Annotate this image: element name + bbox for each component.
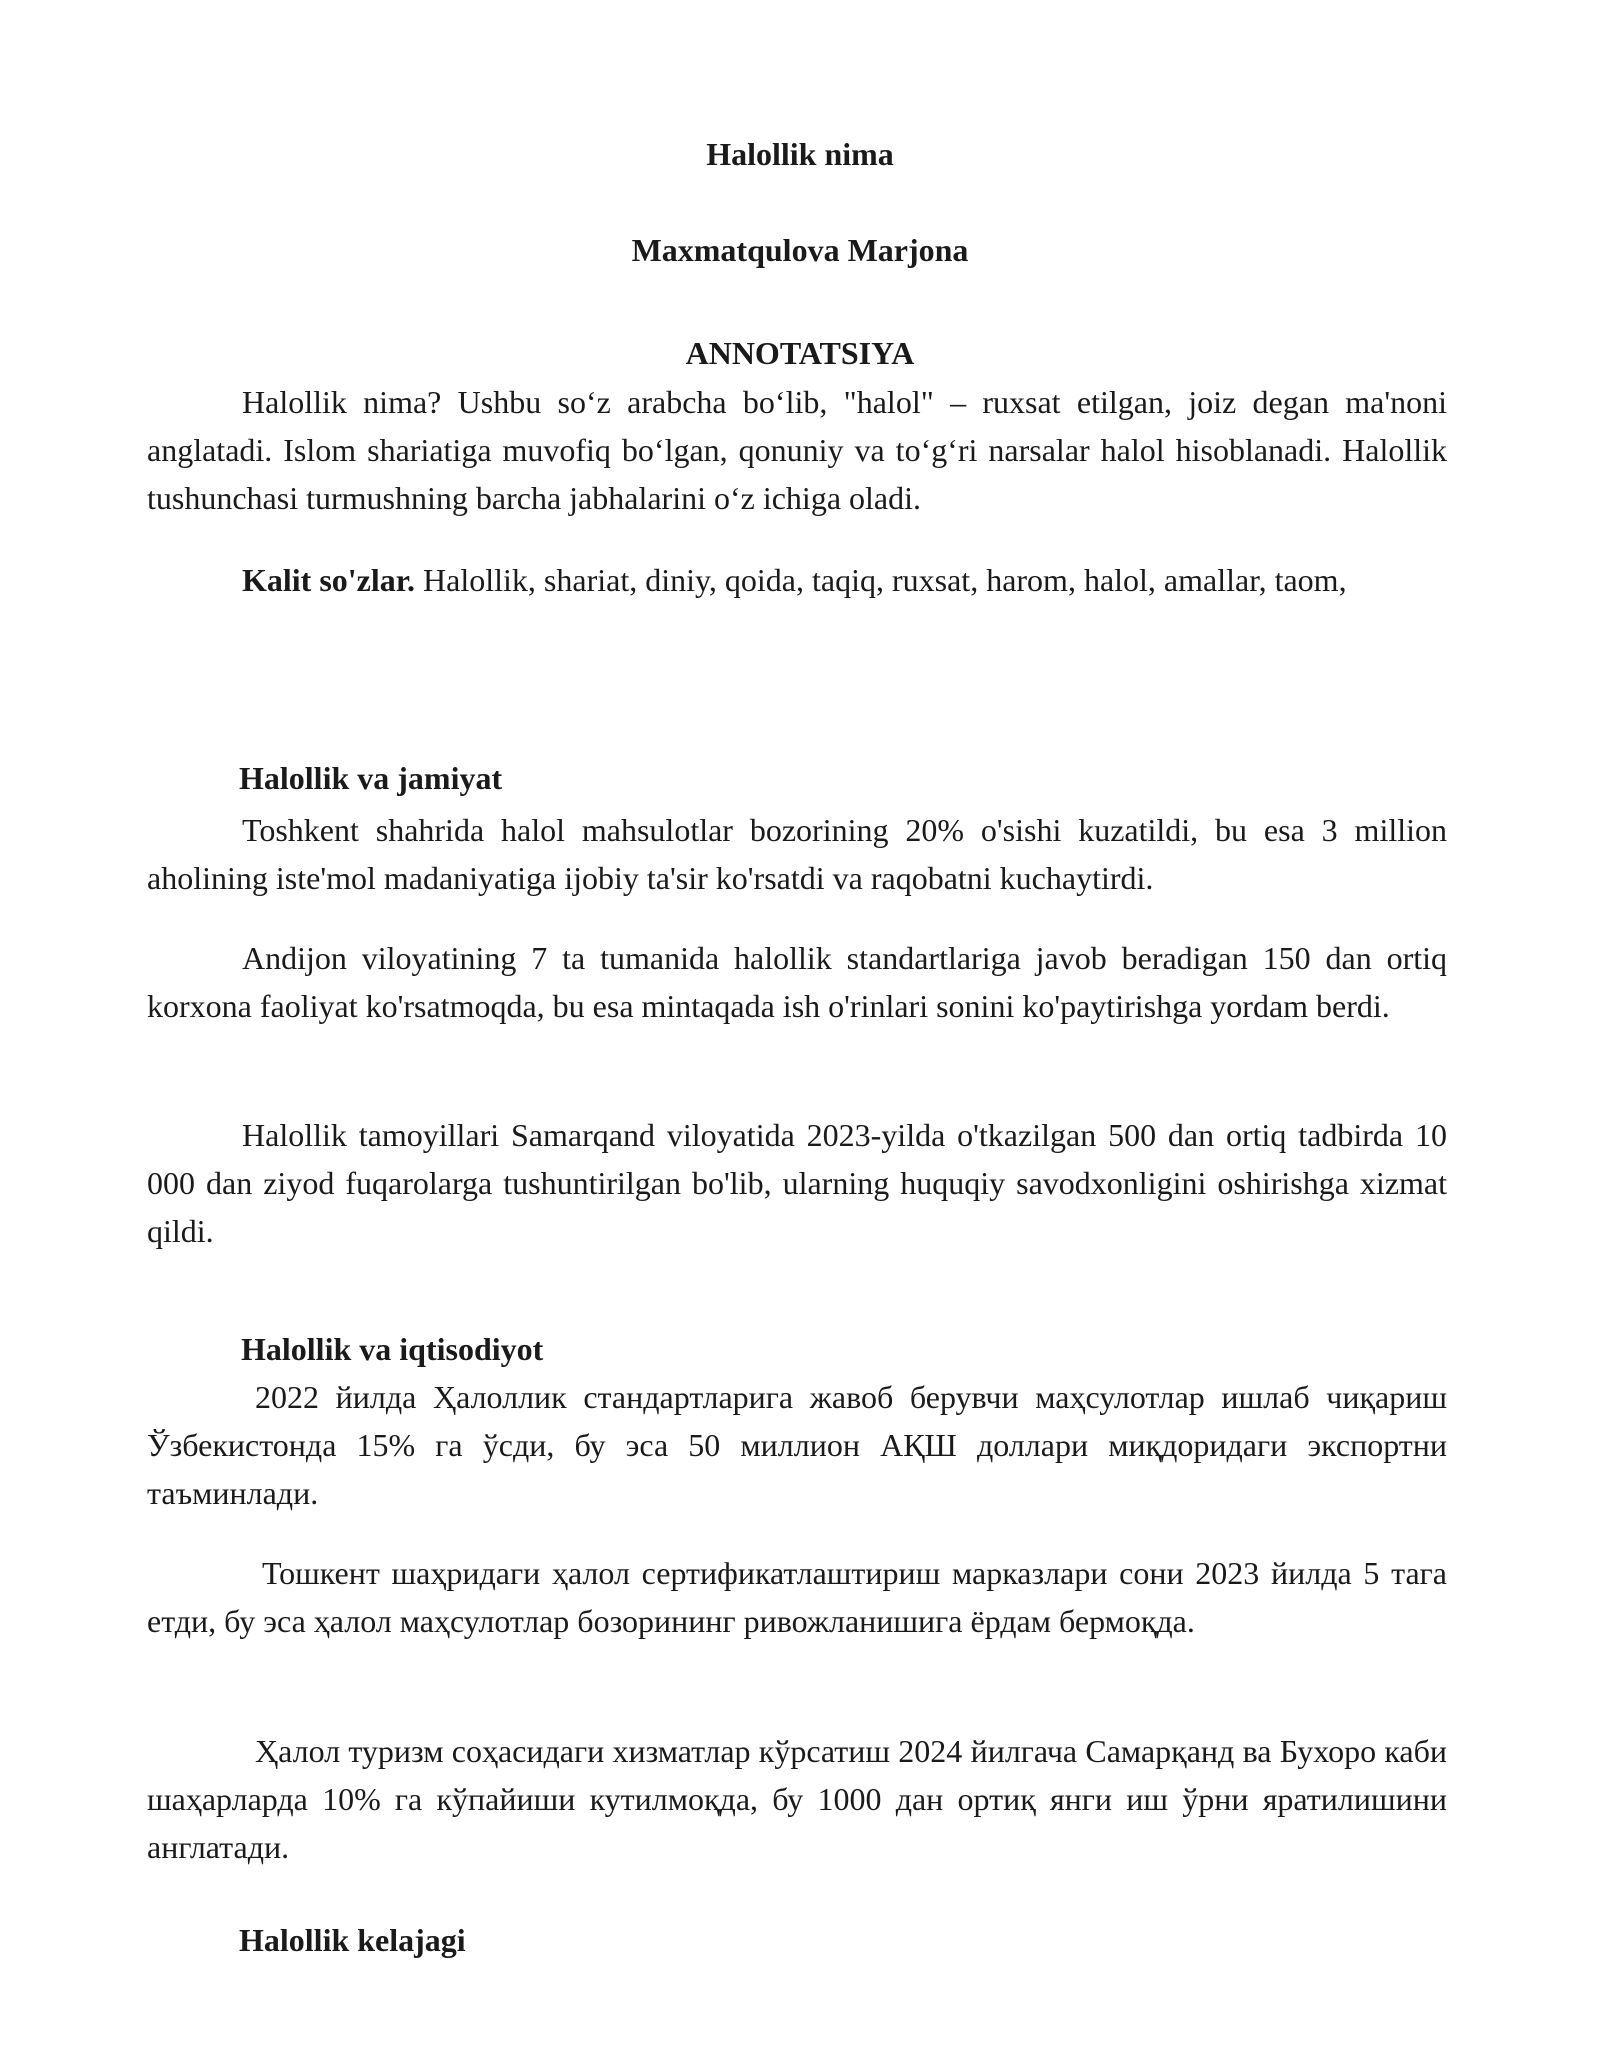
document-title: Halollik nima xyxy=(706,136,894,172)
society-paragraph-3: Halollik tamoyillari Samarqand viloyatida 2023-yilda o'tkazilgan 500 dan ortiq tadbirda 10 000 dan ziyod fuqarolarga tushuntirilgan bo'lib, ularning huquqiy savodxonligini oshirishga xizmat qildi. xyxy=(147,1117,1447,1249)
keywords-label: Kalit so'zlar. xyxy=(242,562,416,598)
keywords-list: Halollik, shariat, diniy, qoida, taqiq, ruxsat, harom, halol, amallar, taom, xyxy=(415,562,1347,598)
economy-paragraph-2: Тошкент шаҳридаги ҳалол сертификатлаштириш марказлари сони 2023 йилда 5 тага етди, бу эса ҳалол маҳсулотлар бозорининг ривожланишига ёрдам бермоқда. xyxy=(147,1555,1447,1639)
annotation-heading: ANNOTATSIYA xyxy=(685,335,915,371)
annotation-paragraph: Halollik nima? Ushbu so‘z arabcha bo‘lib, "halol" – ruxsat etilgan, joiz degan ma'noni anglatadi. Islom shariatiga muvofiq bo‘lgan, qonuniy va to‘g‘ri narsalar halol hisoblanadi. Halollik tushunchasi turmushning barcha jabhalarini o‘z ichiga oladi. xyxy=(147,384,1447,516)
society-paragraph-1: Toshkent shahrida halol mahsulotlar bozorining 20% o'sishi kuzatildi, bu esa 3 million aholining iste'mol madaniyatiga ijobiy ta'sir ko'rsatdi va raqobatni kuchaytirdi. xyxy=(147,812,1447,896)
section-heading-society: Halollik va jamiyat xyxy=(239,760,503,796)
keywords-paragraph xyxy=(147,556,1447,604)
society-paragraph-2: Andijon viloyatining 7 ta tumanida halollik standartlariga javob beradigan 150 dan ortiq korxona faoliyat ko'rsatmoqda, bu esa mintaqada ish o'rinlari sonini ko'paytirishga yordam berdi. xyxy=(147,940,1447,1024)
economy-paragraph-3: Ҳалол туризм соҳасидаги хизматлар кўрсатиш 2024 йилгача Самарқанд ва Бухоро каби шаҳарларда 10% га кўпайиши кутилмоқда, бу 1000 дан ортиқ янги иш ўрни яратилишини англатади. xyxy=(147,1733,1447,1865)
section-heading-economy: Halollik va iqtisodiyot xyxy=(241,1331,544,1367)
section-heading-future: Halollik kelajagi xyxy=(239,1922,466,1958)
author-name: Maxmatqulova Marjona xyxy=(631,232,969,268)
economy-paragraph-1: 2022 йилда Ҳалоллик стандартларига жавоб берувчи маҳсулотлар ишлаб чиқариш Ўзбекистонда 15% га ўсди, бу эса 50 миллион АҚШ доллари миқдоридаги экспортни таъминлади. xyxy=(147,1379,1447,1511)
